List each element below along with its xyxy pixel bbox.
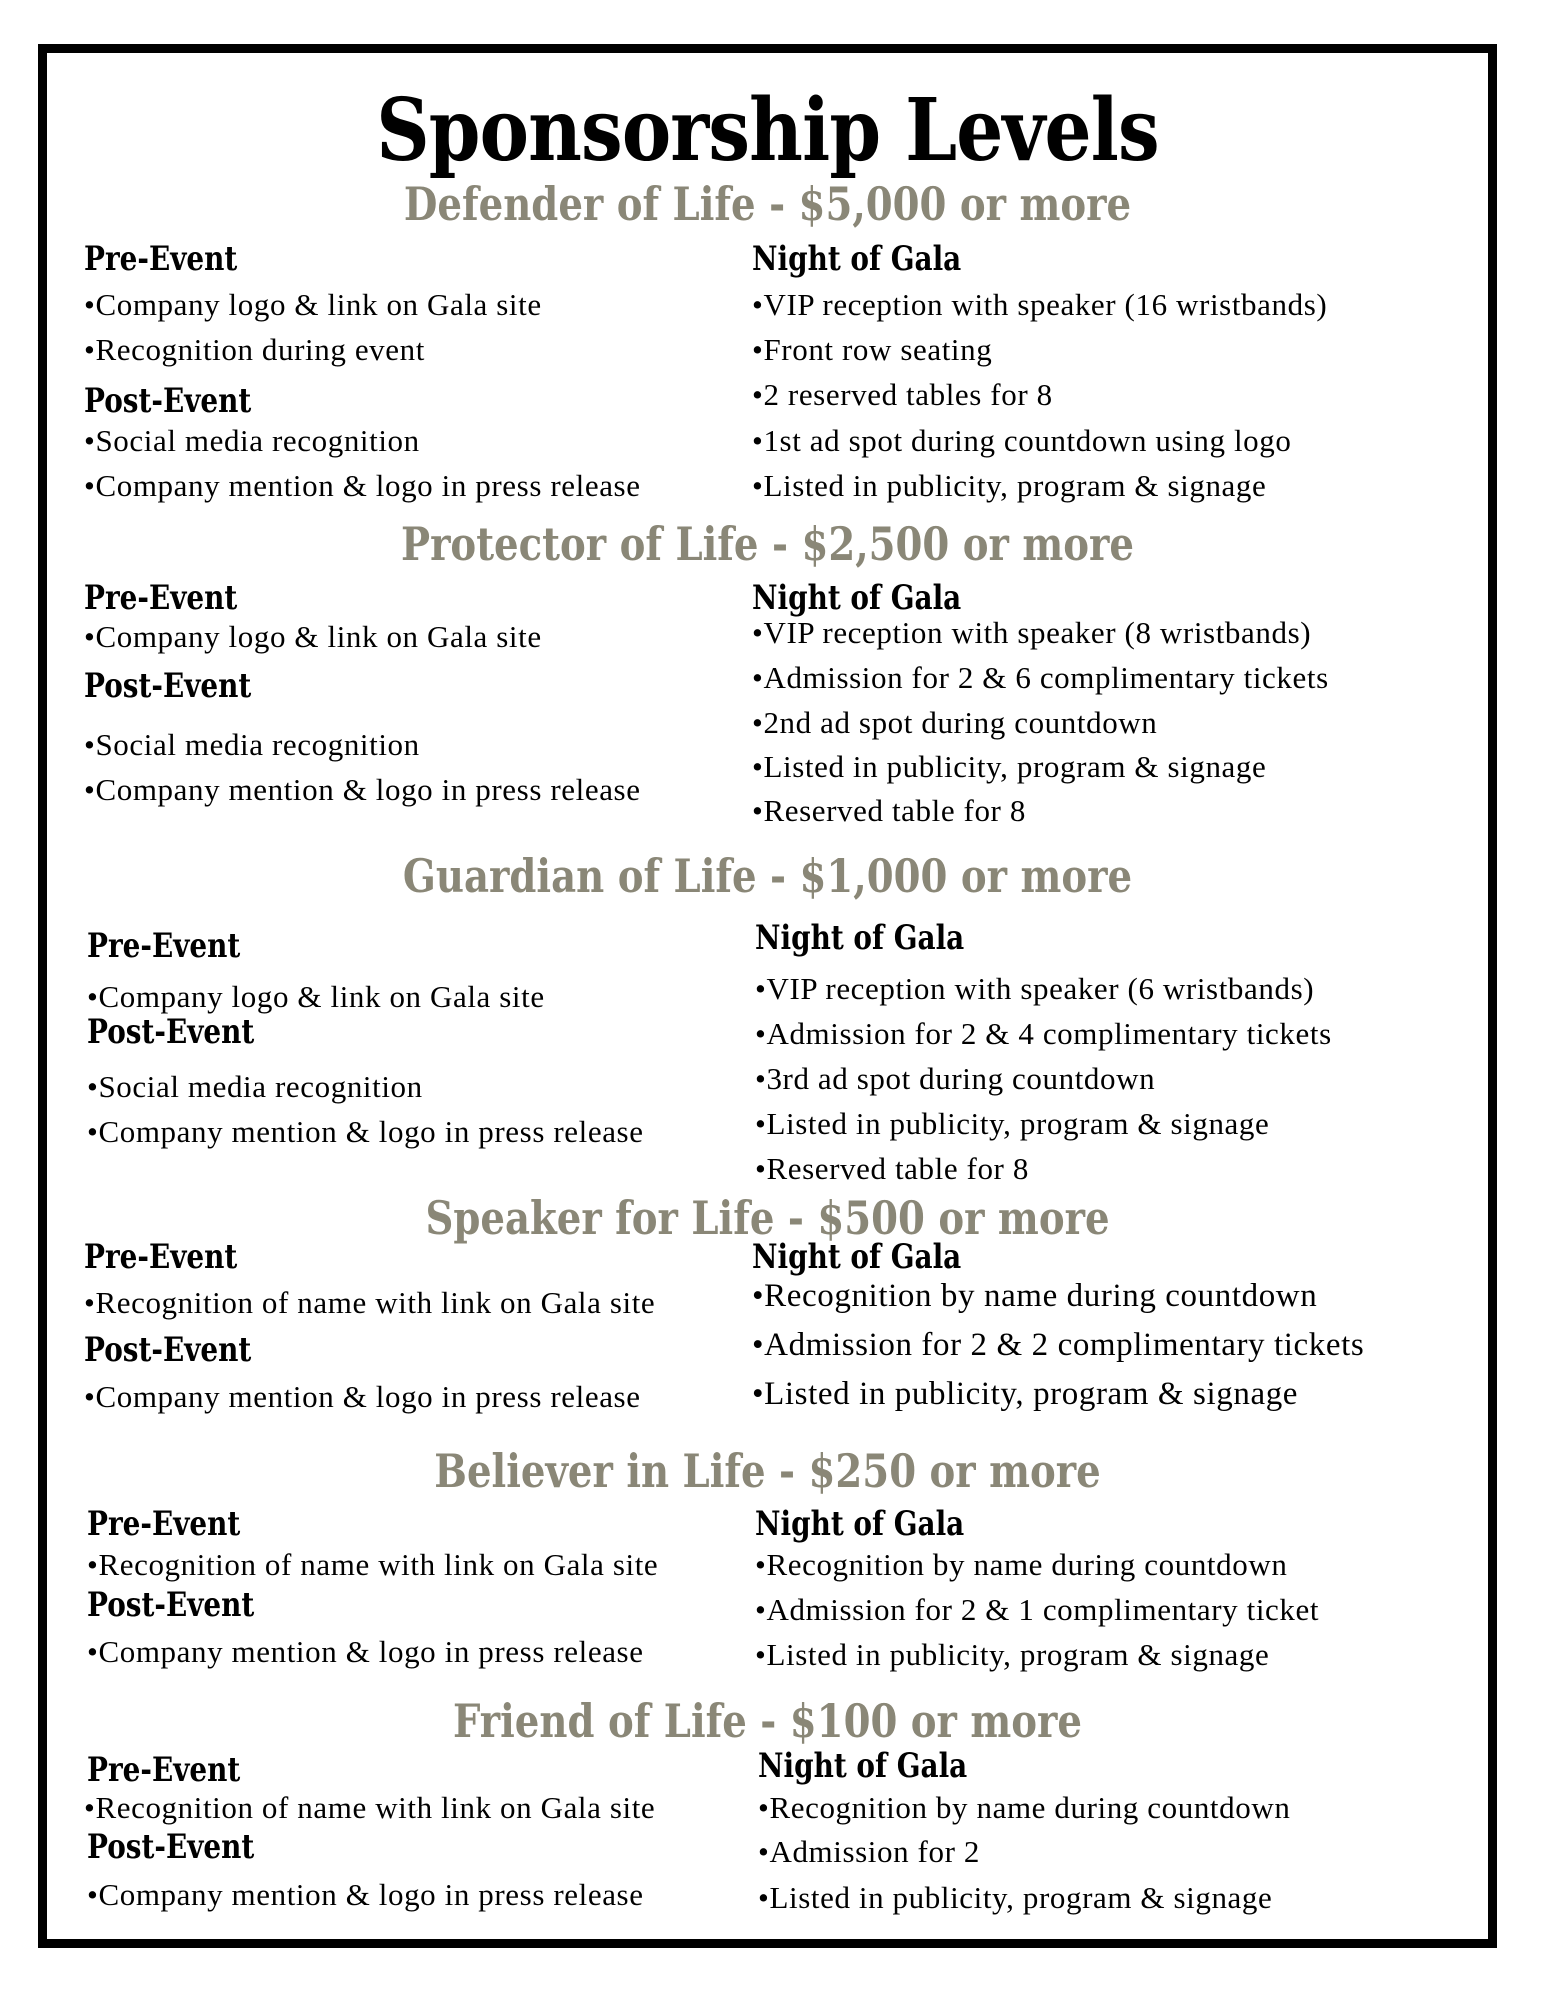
list-item: •Recognition during event bbox=[84, 332, 425, 367]
pre-event-heading: Pre-Event bbox=[84, 1237, 238, 1277]
list-item: •Listed in publicity, program & signage bbox=[752, 1376, 1299, 1412]
list-item: •VIP reception with speaker (8 wristbands) bbox=[752, 615, 1312, 650]
list-item: •Company mention & logo in press release bbox=[87, 1114, 644, 1149]
post-event-heading: Post-Event bbox=[87, 1585, 255, 1625]
list-item: •Front row seating bbox=[752, 332, 993, 367]
list-item: •Listed in publicity, program & signage bbox=[758, 1880, 1273, 1915]
list-item: •Recognition by name during countdown bbox=[758, 1790, 1291, 1825]
list-item: •Social media recognition bbox=[84, 727, 420, 762]
post-event-heading: Post-Event bbox=[84, 666, 252, 706]
list-item: •Reserved table for 8 bbox=[752, 793, 1026, 828]
page-title: Sponsorship Levels bbox=[376, 80, 1159, 181]
list-item: •Listed in publicity, program & signage bbox=[752, 468, 1267, 503]
list-item: •VIP reception with speaker (16 wristbands) bbox=[752, 287, 1328, 322]
list-item: •Listed in publicity, program & signage bbox=[755, 1637, 1270, 1672]
night-of-gala-heading: Night of Gala bbox=[752, 1237, 962, 1277]
list-item: •Recognition by name during countdown bbox=[752, 1278, 1318, 1314]
list-item: •1st ad spot during countdown using logo bbox=[752, 423, 1292, 458]
post-event-heading: Post-Event bbox=[84, 381, 252, 421]
night-of-gala-heading: Night of Gala bbox=[755, 918, 965, 958]
list-item: •Company mention & logo in press release bbox=[87, 1877, 644, 1912]
list-item: •Company logo & link on Gala site bbox=[84, 287, 542, 322]
level-title-defender: Defender of Life - $5,000 or more bbox=[403, 177, 1132, 231]
list-item: •Company mention & logo in press release bbox=[84, 468, 641, 503]
pre-event-heading: Pre-Event bbox=[84, 239, 238, 279]
list-item: •Admission for 2 & 1 complimentary ticket bbox=[755, 1592, 1320, 1627]
post-event-heading: Post-Event bbox=[87, 1827, 255, 1867]
level-title-friend: Friend of Life - $100 or more bbox=[453, 1694, 1082, 1748]
night-of-gala-heading: Night of Gala bbox=[755, 1504, 965, 1544]
level-title-speaker: Speaker for Life - $500 or more bbox=[425, 1191, 1110, 1245]
pre-event-heading: Pre-Event bbox=[87, 926, 241, 966]
level-title-believer: Believer in Life - $250 or more bbox=[434, 1444, 1101, 1498]
list-item: •Listed in publicity, program & signage bbox=[752, 749, 1267, 784]
list-item: •Company mention & logo in press release bbox=[84, 1379, 641, 1414]
list-item: •Recognition of name with link on Gala site bbox=[84, 1285, 656, 1320]
list-item: •Recognition of name with link on Gala site bbox=[84, 1790, 656, 1825]
list-item: •3rd ad spot during countdown bbox=[755, 1061, 1156, 1096]
list-item: •Company logo & link on Gala site bbox=[84, 619, 542, 654]
post-event-heading: Post-Event bbox=[87, 1012, 255, 1052]
list-item: •Admission for 2 bbox=[758, 1834, 980, 1869]
list-item: •2 reserved tables for 8 bbox=[752, 377, 1053, 412]
list-item: •Recognition by name during countdown bbox=[755, 1547, 1288, 1582]
list-item: •Admission for 2 & 6 complimentary tickets bbox=[752, 660, 1329, 695]
list-item: •Company logo & link on Gala site bbox=[87, 979, 545, 1014]
list-item: •Social media recognition bbox=[87, 1069, 423, 1104]
post-event-heading: Post-Event bbox=[84, 1330, 252, 1370]
pre-event-heading: Pre-Event bbox=[87, 1750, 241, 1790]
list-item: •Recognition of name with link on Gala site bbox=[87, 1547, 659, 1582]
level-title-protector: Protector of Life - $2,500 or more bbox=[401, 517, 1134, 571]
list-item: •Social media recognition bbox=[84, 423, 420, 458]
list-item: •2nd ad spot during countdown bbox=[752, 705, 1158, 740]
list-item: •Admission for 2 & 4 complimentary tickets bbox=[755, 1016, 1332, 1051]
night-of-gala-heading: Night of Gala bbox=[752, 239, 962, 279]
list-item: •Reserved table for 8 bbox=[755, 1151, 1029, 1186]
list-item: •Admission for 2 & 2 complimentary tickets bbox=[752, 1327, 1365, 1363]
list-item: •VIP reception with speaker (6 wristbands) bbox=[755, 971, 1315, 1006]
level-title-guardian: Guardian of Life - $1,000 or more bbox=[402, 849, 1133, 903]
night-of-gala-heading: Night of Gala bbox=[752, 578, 962, 618]
pre-event-heading: Pre-Event bbox=[84, 578, 238, 618]
night-of-gala-heading: Night of Gala bbox=[758, 1746, 968, 1786]
pre-event-heading: Pre-Event bbox=[87, 1504, 241, 1544]
list-item: •Company mention & logo in press release bbox=[87, 1634, 644, 1669]
page-frame bbox=[38, 44, 1497, 1948]
list-item: •Company mention & logo in press release bbox=[84, 772, 641, 807]
list-item: •Listed in publicity, program & signage bbox=[755, 1106, 1270, 1141]
